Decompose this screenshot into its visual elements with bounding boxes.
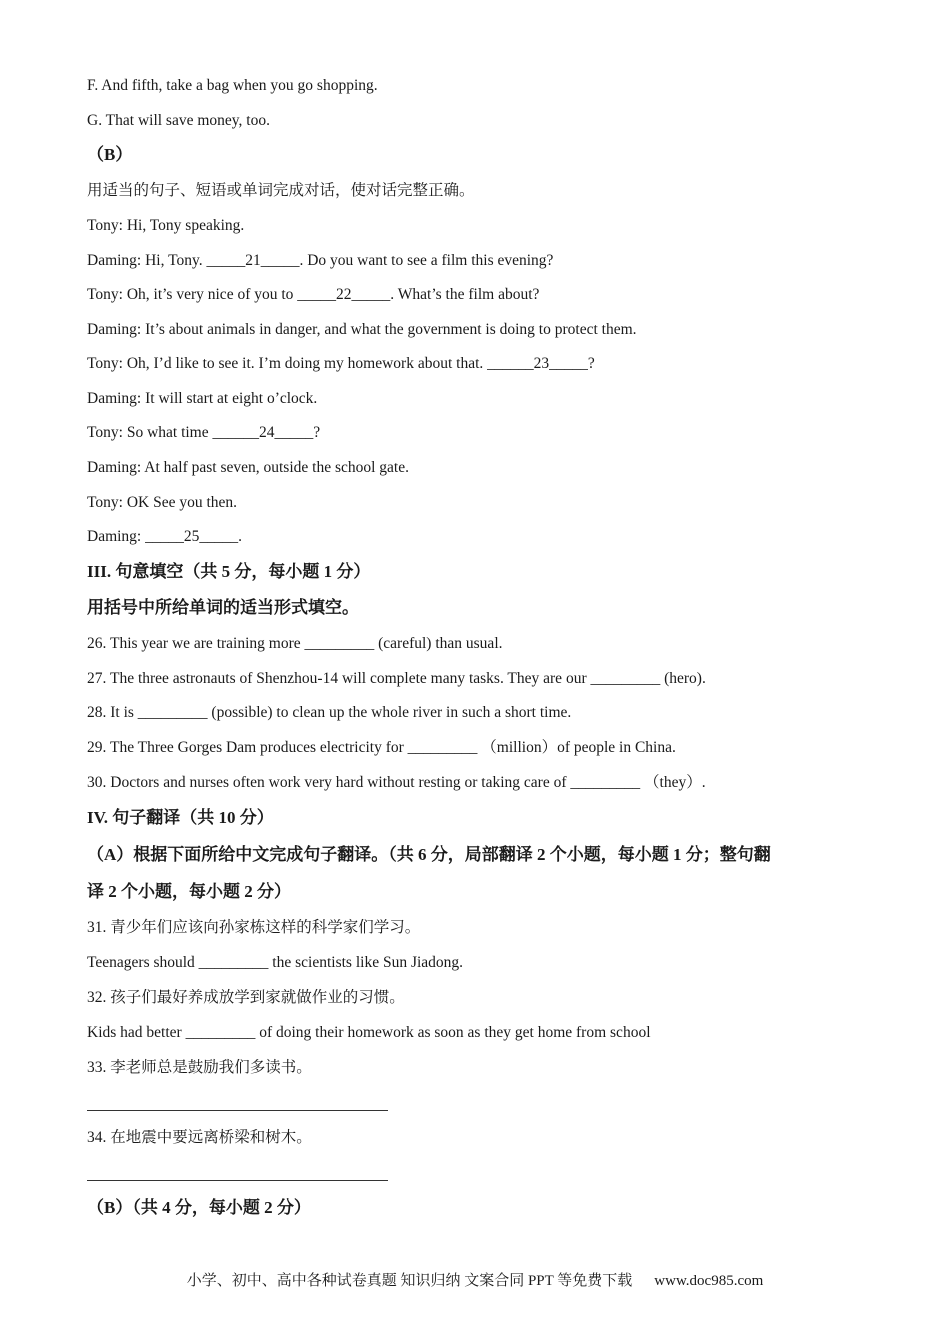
blank-24: ______24_____ — [212, 424, 314, 441]
answer-line-34 — [87, 1180, 388, 1181]
question-27: 27. The three astronauts of Shenzhou-14 will complete many tasks. They are our _________ (hero). — [87, 670, 706, 687]
footer-url[interactable]: www.doc985.com — [654, 1273, 764, 1289]
dialog-text: ? — [587, 355, 595, 372]
answer-line-33 — [87, 1110, 388, 1111]
section-4-part-b: （B）（共 4 分，每小题 2 分） — [87, 1198, 311, 1217]
option-f: F. And fifth, take a bag when you go shopping. — [87, 77, 378, 94]
section-4-title: IV. 句子翻译（共 10 分） — [87, 808, 274, 827]
section-3-instruction: 用括号中所给单词的适当形式填空。 — [87, 598, 359, 617]
question-30: 30. Doctors and nurses often work very hard without resting or taking care of _________ （they）. — [87, 774, 706, 791]
dialog-text: . Do you want to see a film this evening? — [299, 252, 554, 269]
section-4-part-a-instruction: （A）根据下面所给中文完成句子翻译。（共 6 分，局部翻译 2 个小题，每小题 1 分；整句翻 — [87, 845, 771, 864]
blank-23: ______23_____ — [487, 355, 588, 372]
question-26: 26. This year we are training more _________ (careful) than usual. — [87, 635, 503, 652]
question-31-english: Teenagers should _________ the scientists like Sun Jiadong. — [87, 954, 464, 971]
option-g: G. That will save money, too. — [87, 112, 270, 129]
section-4-part-a-instruction-cont: 译 2 个小题，每小题 2 分） — [87, 882, 291, 901]
question-28: 28. It is _________ (possible) to clean up the whole river in such a short time. — [87, 704, 572, 721]
dialog-line-8: Daming: At half past seven, outside the school gate. — [87, 459, 409, 476]
dialog-line-3 — [87, 285, 539, 305]
dialog-text: . What’s the film about? — [390, 286, 540, 303]
dialog-text: . — [238, 528, 242, 545]
question-32-english: Kids had better _________ of doing their homework as soon as they get home from school — [87, 1024, 651, 1041]
part-b-heading: （B） — [87, 145, 133, 164]
dialog-text: Tony: So what time — [87, 424, 213, 441]
dialog-line-7 — [87, 423, 320, 443]
part-b-instruction: 用适当的句子、短语或单词完成对话，使对话完整正确。 — [87, 182, 475, 199]
blank-25: _____25_____ — [145, 528, 239, 545]
footer — [0, 1269, 950, 1290]
dialog-line-5 — [87, 354, 595, 374]
question-34: 34. 在地震中要远离桥梁和树木。 — [87, 1129, 312, 1146]
question-32: 32. 孩子们最好养成放学到家就做作业的习惯。 — [87, 989, 405, 1006]
dialog-line-1: Tony: Hi, Tony speaking. — [87, 217, 245, 234]
blank-21: _____21_____ — [206, 252, 300, 269]
dialog-text: Tony: Oh, I’d like to see it. I’m doing my homework about that. — [87, 355, 488, 372]
dialog-line-2 — [87, 251, 553, 271]
dialog-text: ? — [313, 424, 321, 441]
question-33: 33. 李老师总是鼓励我们多读书。 — [87, 1059, 312, 1076]
dialog-line-9: Tony: OK See you then. — [87, 494, 238, 511]
dialog-text: Daming: — [87, 528, 146, 545]
footer-text: 小学、初中、高中各种试卷真题 知识归纳 文案合同 PPT 等免费下载 — [186, 1273, 633, 1289]
dialog-line-10 — [87, 527, 242, 547]
dialog-line-4: Daming: It’s about animals in danger, and what the government is doing to protect them. — [87, 321, 637, 338]
question-29: 29. The Three Gorges Dam produces electricity for _________ （million）of people in China. — [87, 739, 676, 756]
blank-22: _____22_____ — [297, 286, 391, 303]
dialog-line-6: Daming: It will start at eight o’clock. — [87, 390, 318, 407]
dialog-text: Tony: Oh, it’s very nice of you to — [87, 286, 298, 303]
question-31: 31. 青少年们应该向孙家栋这样的科学家们学习。 — [87, 919, 421, 936]
dialog-text: Daming: Hi, Tony. — [87, 252, 207, 269]
section-3-title: III. 句意填空（共 5 分，每小题 1 分） — [87, 562, 371, 581]
